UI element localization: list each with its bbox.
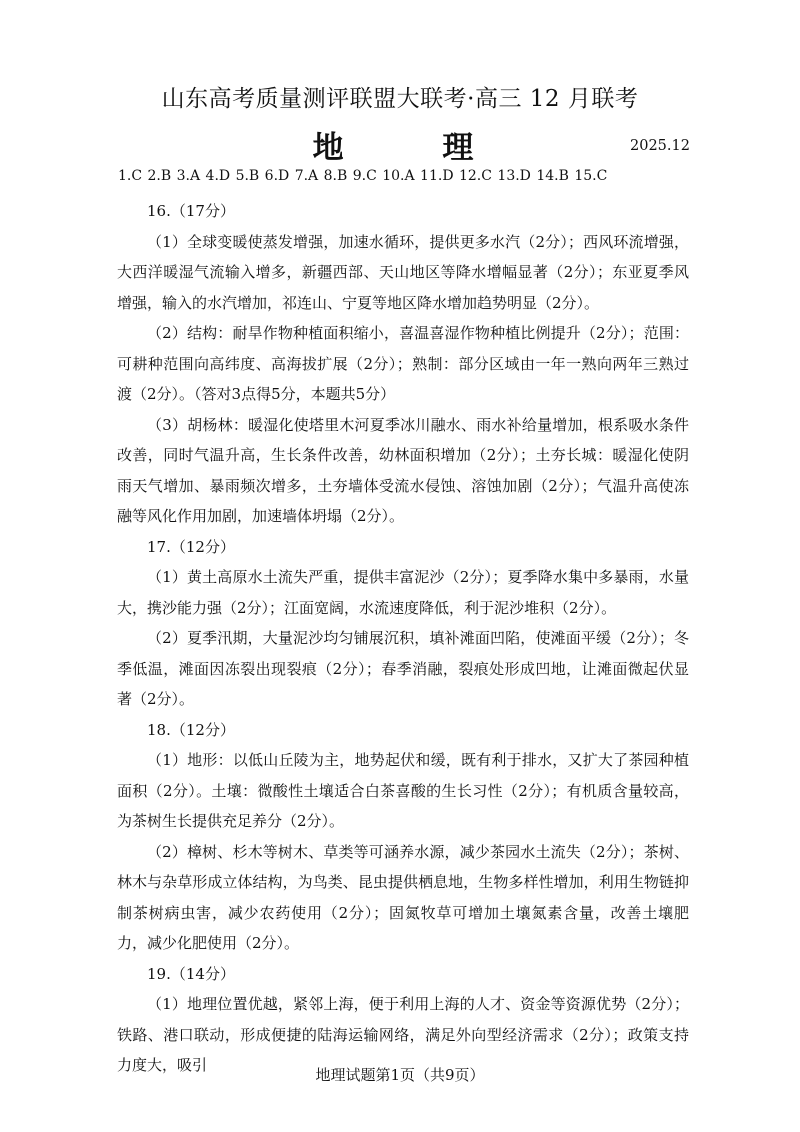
page-footer: 地理试题第1页（共9页） (315, 1066, 485, 1084)
question-17-part-2: （2）夏季汛期，大量泥沙均匀铺展沉积，填补滩面凹陷，使滩面平缓（2分）；冬季低温，滩面因冻裂出现裂痕（2分）；春季消融，裂痕处形成凹地，让滩面微起伏显著（2分）。 (117, 629, 689, 708)
question-18-part-2: （2）樟树、杉木等树木、草类等可涵养水源，减少茶园水土流失（2分）；茶树、林木与杂草形成立体结构，为鸟类、昆虫提供栖息地，生物多样性增加，利用生物链抑制茶树病虫害，减少农药使用（2分）；固氮牧草可增加土壤氮素含量，改善土壤肥力，减少化肥使用（2分）。 (117, 842, 689, 952)
exam-title: 山东高考质量测评联盟大联考·高三 12 月联考 (161, 86, 639, 112)
exam-date: 2025.12 (630, 138, 690, 154)
question-19-header: 19.（14分） (147, 964, 235, 983)
question-19-part-1: （1）地理位置优越，紧邻上海，便于利用上海的人才、资金等资源优势（2分）；铁路、港口联动，形成便捷的陆海运输网络，满足外向型经济需求（2分）；政策支持力度大，吸引 (117, 995, 689, 1074)
choice-answers: 1.C 2.B 3.A 4.D 5.B 6.D 7.A 8.B 9.C 10.A 11.D 12.C 13.D 14.B 15.C (118, 168, 608, 184)
question-18-header: 18.（12分） (147, 720, 235, 739)
question-16-part-3: （3）胡杨林：暖湿化使塔里木河夏季冰川融水、雨水补给量增加，根系吸水条件改善，同时气温升高，生长条件改善，幼林面积增加（2分）；土夯长城：暖湿化使阴雨天气增加、暴雨频次增多，土夯墙体受流水侵蚀、溶蚀加剧（2分）；气温升高使冻融等风化作用加剧，加速墙体坍塌（2分）。 (117, 415, 689, 525)
question-17-part-1: （1）黄土高原水土流失严重，提供丰富泥沙（2分）；夏季降水集中多暴雨，水量大，携沙能力强（2分）；江面宽阔，水流速度降低，利于泥沙堆积（2分）。 (117, 568, 689, 617)
question-16-header: 16.（17分） (147, 202, 235, 220)
subject-title: 地 理 (312, 130, 518, 166)
question-17-header: 17.（12分） (147, 537, 235, 556)
question-18-part-1: （1）地形：以低山丘陵为主，地势起伏和缓，既有利于排水，又扩大了茶园种植面积（2分）。土壤：微酸性土壤适合白茶喜酸的生长习性（2分）；有机质含量较高，为茶树生长提供充足养分（2分）。 (117, 751, 689, 830)
question-16-part-2: （2）结构：耐旱作物种植面积缩小，喜温喜湿作物种植比例提升（2分）；范围：可耕种范围向高纬度、高海拔扩展（2分）；熟制：部分区域由一年一熟向两年三熟过渡（2分）。（答对3点得5分，本题共5分） (117, 324, 689, 403)
answer-body (117, 196, 689, 1081)
question-16-part-1: （1）全球变暖使蒸发增强，加速水循环，提供更多水汽（2分）；西风环流增强，大西洋暖湿气流输入增多，新疆西部、天山地区等降水增幅显著（2分）；东亚夏季风增强，输入的水汽增加，祁连山、宁夏等地区降水增加趋势明显（2分）。 (117, 232, 689, 312)
